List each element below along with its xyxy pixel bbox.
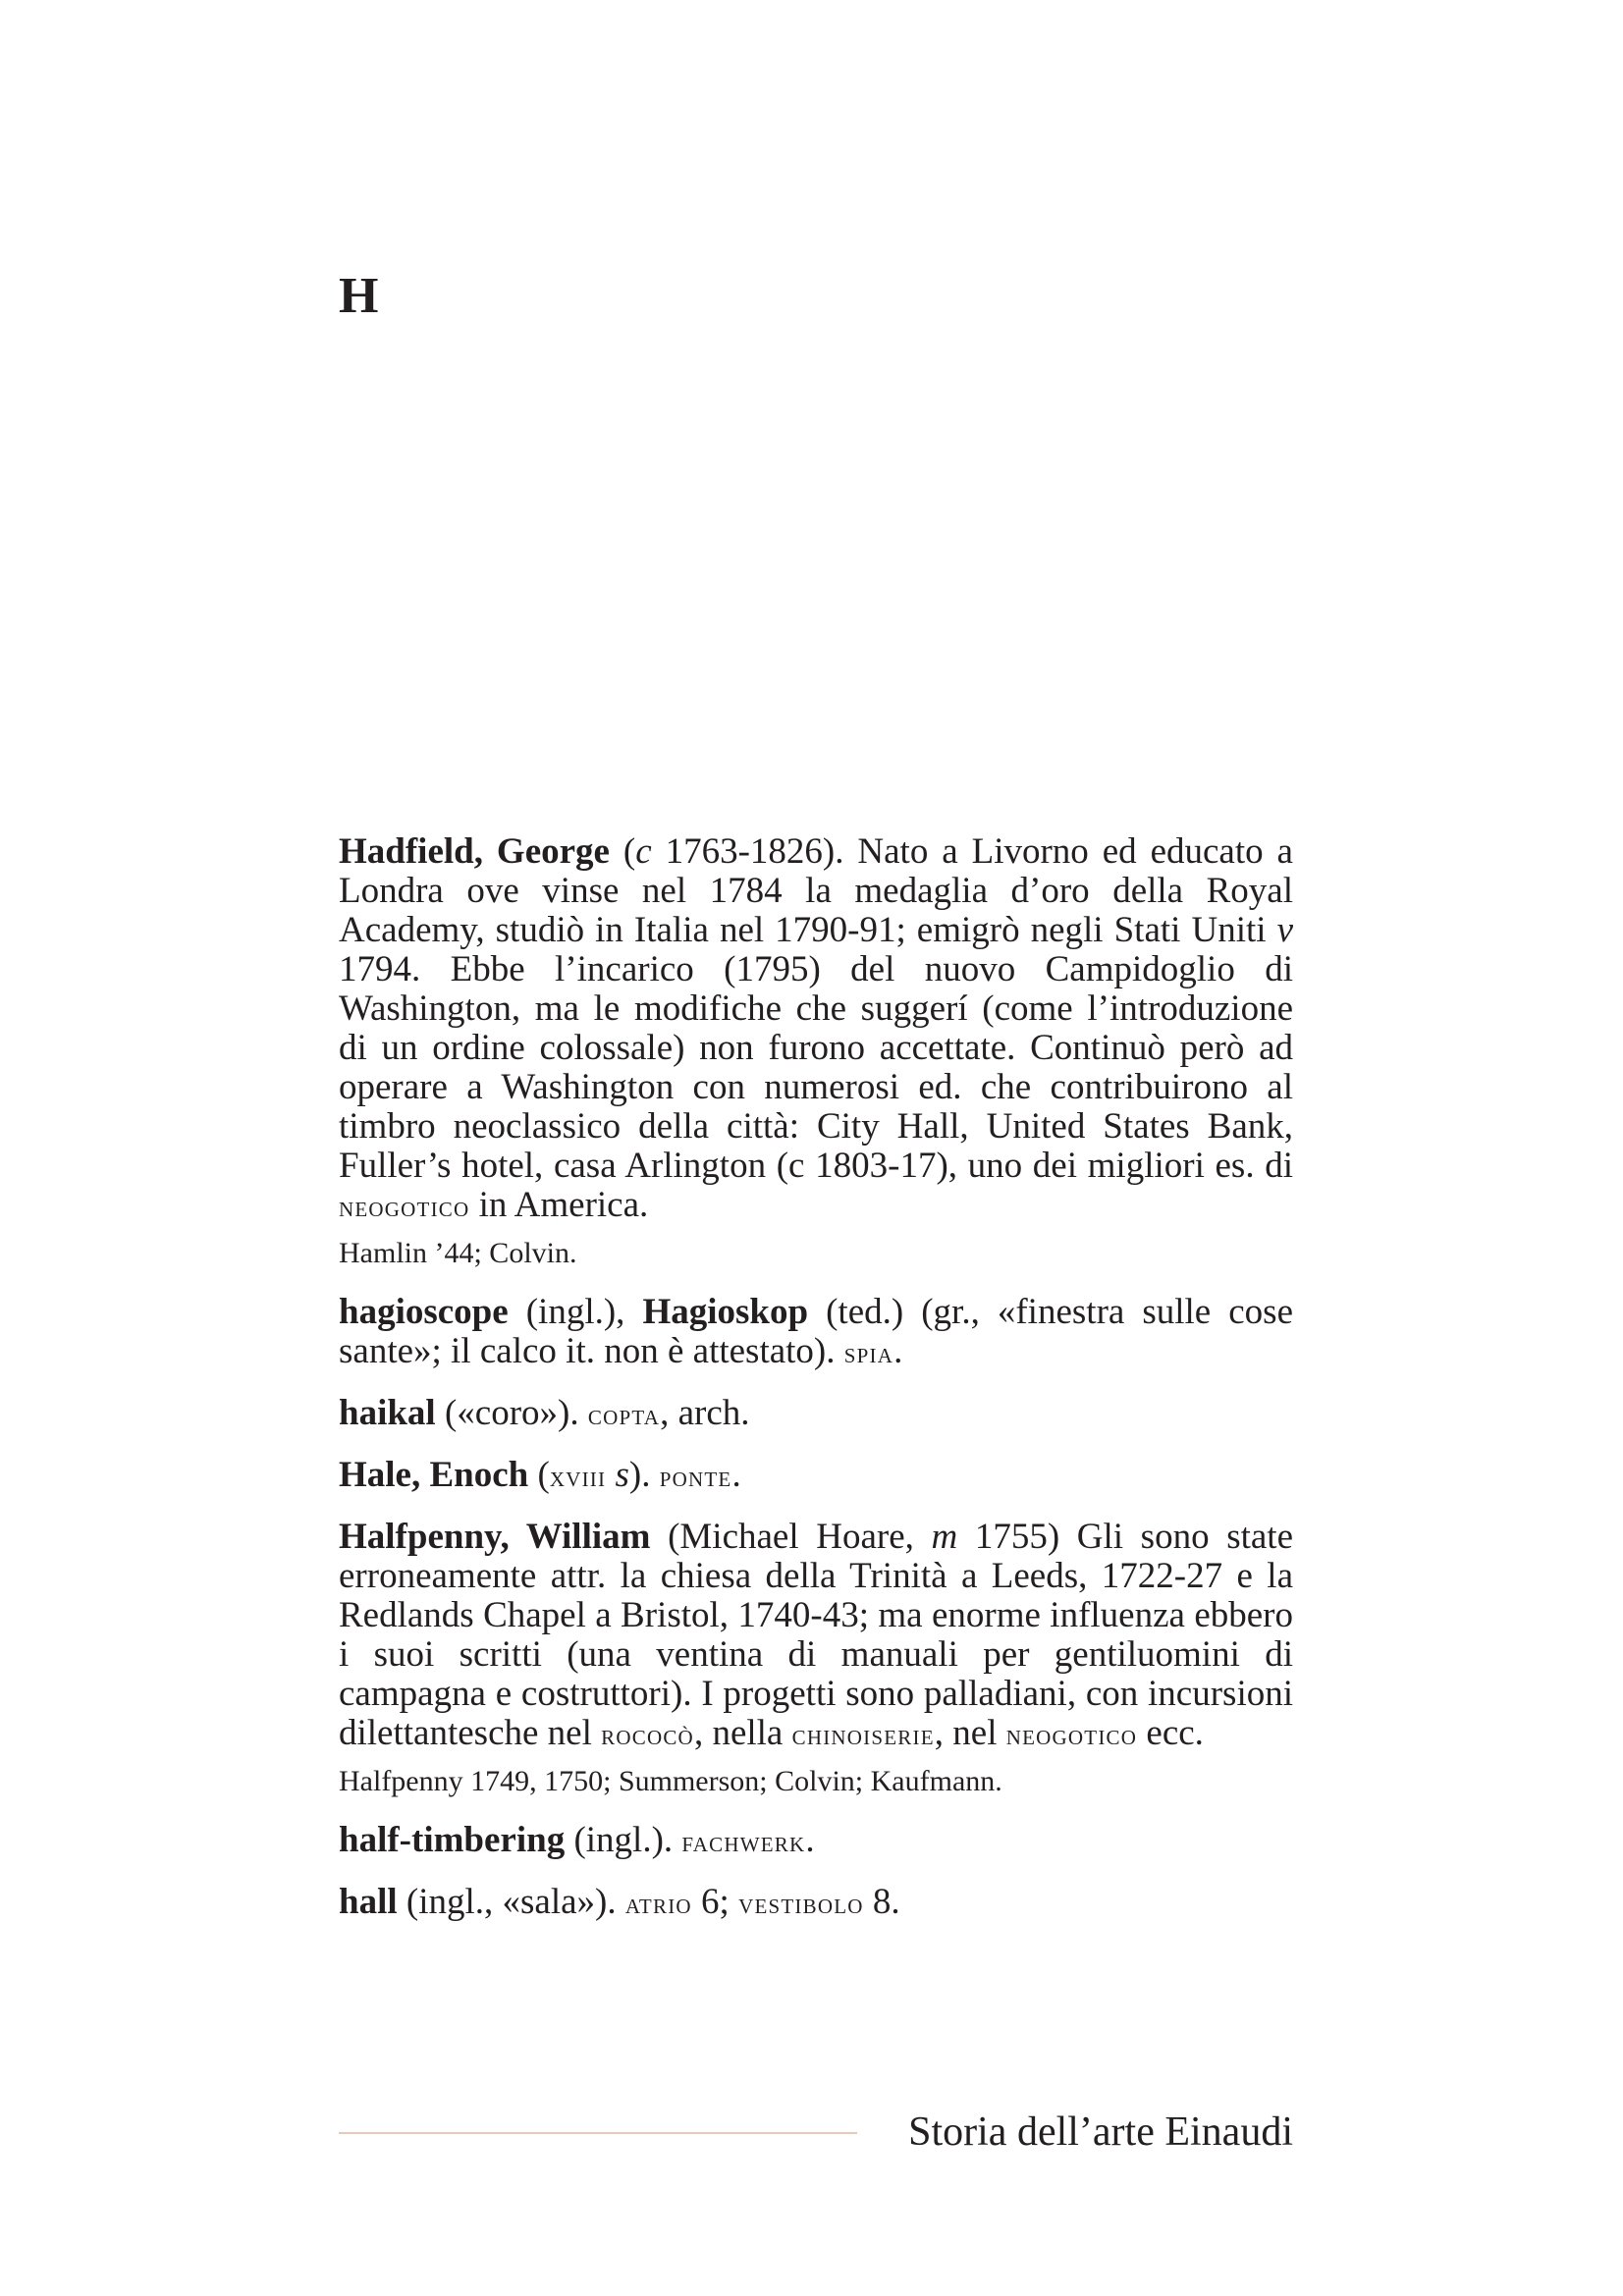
entry-text: 1763-1826). Nato a Livorno ed educato a Londra ove vinse nel 1784 la medaglia d’oro della Royal Academy, studiò in Italia nel 1790-91; emigrò negli Stati Uniti	[339, 831, 1293, 950]
entry-text: 8.	[863, 1882, 900, 1922]
entry-text: in America.	[469, 1185, 649, 1225]
entry-text: (ted.) (gr., «finestra sulle cose sante»; il calco it. non è attestato).	[339, 1292, 1293, 1371]
entry-haikal	[339, 1394, 1293, 1434]
entry-headword: Hadfield, George	[339, 831, 610, 872]
verso-abbrev: v	[1276, 910, 1293, 950]
cross-reference: copta	[587, 1398, 661, 1431]
entry-halfpenny	[339, 1518, 1293, 1754]
cross-reference: fachwerk	[681, 1825, 806, 1858]
footer-rule	[339, 2132, 857, 2134]
entry-text: (Michael Hoare,	[650, 1517, 932, 1557]
cross-reference: chinoiserie	[791, 1718, 935, 1751]
entry-text: .	[893, 1331, 903, 1371]
entry-half-timbering	[339, 1821, 1293, 1861]
entries-column	[339, 832, 1293, 1945]
bibliography-halfpenny: Halfpenny 1749, 1750; Summerson; Colvin; Kaufmann.	[339, 1765, 1002, 1797]
footer-title: Storia dell’arte Einaudi	[908, 2109, 1293, 2155]
cross-reference: ponte	[659, 1460, 732, 1493]
entry-text: ).	[628, 1455, 660, 1495]
cross-reference: atrio	[624, 1887, 692, 1920]
entry-text: (ingl., «sala»).	[397, 1882, 625, 1922]
entry-headword-alt: Hagioskop	[642, 1292, 809, 1332]
entry-text: , arch.	[660, 1393, 750, 1433]
entry-headword: half-timbering	[339, 1820, 566, 1860]
century-numeral: xviii	[549, 1460, 607, 1493]
entry-hadfield	[339, 832, 1293, 1226]
entry-text: .	[805, 1820, 815, 1860]
entry-text: .	[731, 1455, 741, 1495]
cross-reference: spia	[843, 1336, 894, 1369]
entry-text: ecc.	[1137, 1713, 1204, 1753]
entry-text: («coro»).	[435, 1393, 588, 1433]
entry-hagioscope	[339, 1293, 1293, 1372]
bibliography-hadfield: Hamlin ’44; Colvin.	[339, 1237, 577, 1269]
entry-headword: Halfpenny, William	[339, 1517, 651, 1557]
morto-abbrev: m	[931, 1517, 958, 1557]
secolo-abbrev: s	[615, 1455, 629, 1495]
cross-reference: neogotico	[339, 1190, 470, 1223]
entry-headword: hall	[339, 1882, 398, 1922]
cross-reference: rococò	[601, 1718, 694, 1751]
entry-text: 6;	[691, 1882, 739, 1922]
entry-text: , nella	[693, 1713, 792, 1753]
section-letter: H	[339, 268, 379, 324]
entry-headword: Hale, Enoch	[339, 1455, 529, 1495]
cross-reference: neogotico	[1005, 1718, 1138, 1751]
entry-text: (	[528, 1455, 550, 1495]
entry-hale	[339, 1456, 1293, 1496]
entry-text: 1755) Gli sono state erroneamente attr. la chiesa della Trinità a Leeds, 1722-27 e la Redlands Chapel a Bristol, 1740-43; ma enorme influenza ebbero i suoi scritti (una ventina di manuali per gentiluomini di campagna e costruttori). I progetti sono palladiani, con incursioni dilettantesche nel	[339, 1517, 1293, 1753]
entry-headword: hagioscope	[339, 1292, 509, 1332]
entry-text: (ingl.),	[508, 1292, 643, 1332]
entry-headword: haikal	[339, 1393, 436, 1433]
entry-text: , nel	[934, 1713, 1006, 1753]
entry-text: (	[609, 831, 636, 872]
entry-hall	[339, 1883, 1293, 1923]
circa-abbrev: c	[635, 831, 652, 872]
entry-text: 1794. Ebbe l’incarico (1795) del nuovo Campidoglio di Washington, ma le modifiche che suggerí (come l’introduzione di un ordine colossale) non furono accettate. Continuò però ad operare a Washington con numerosi ed. che contribuirono al timbro neoclassico della città: City Hall, United States Bank, Fuller’s hotel, casa Arlington (c 1803-17), uno dei migliori es. di	[339, 949, 1293, 1186]
entry-text: (ingl.).	[565, 1820, 682, 1860]
cross-reference: vestibolo	[738, 1887, 864, 1920]
page-footer	[339, 2109, 1293, 2158]
